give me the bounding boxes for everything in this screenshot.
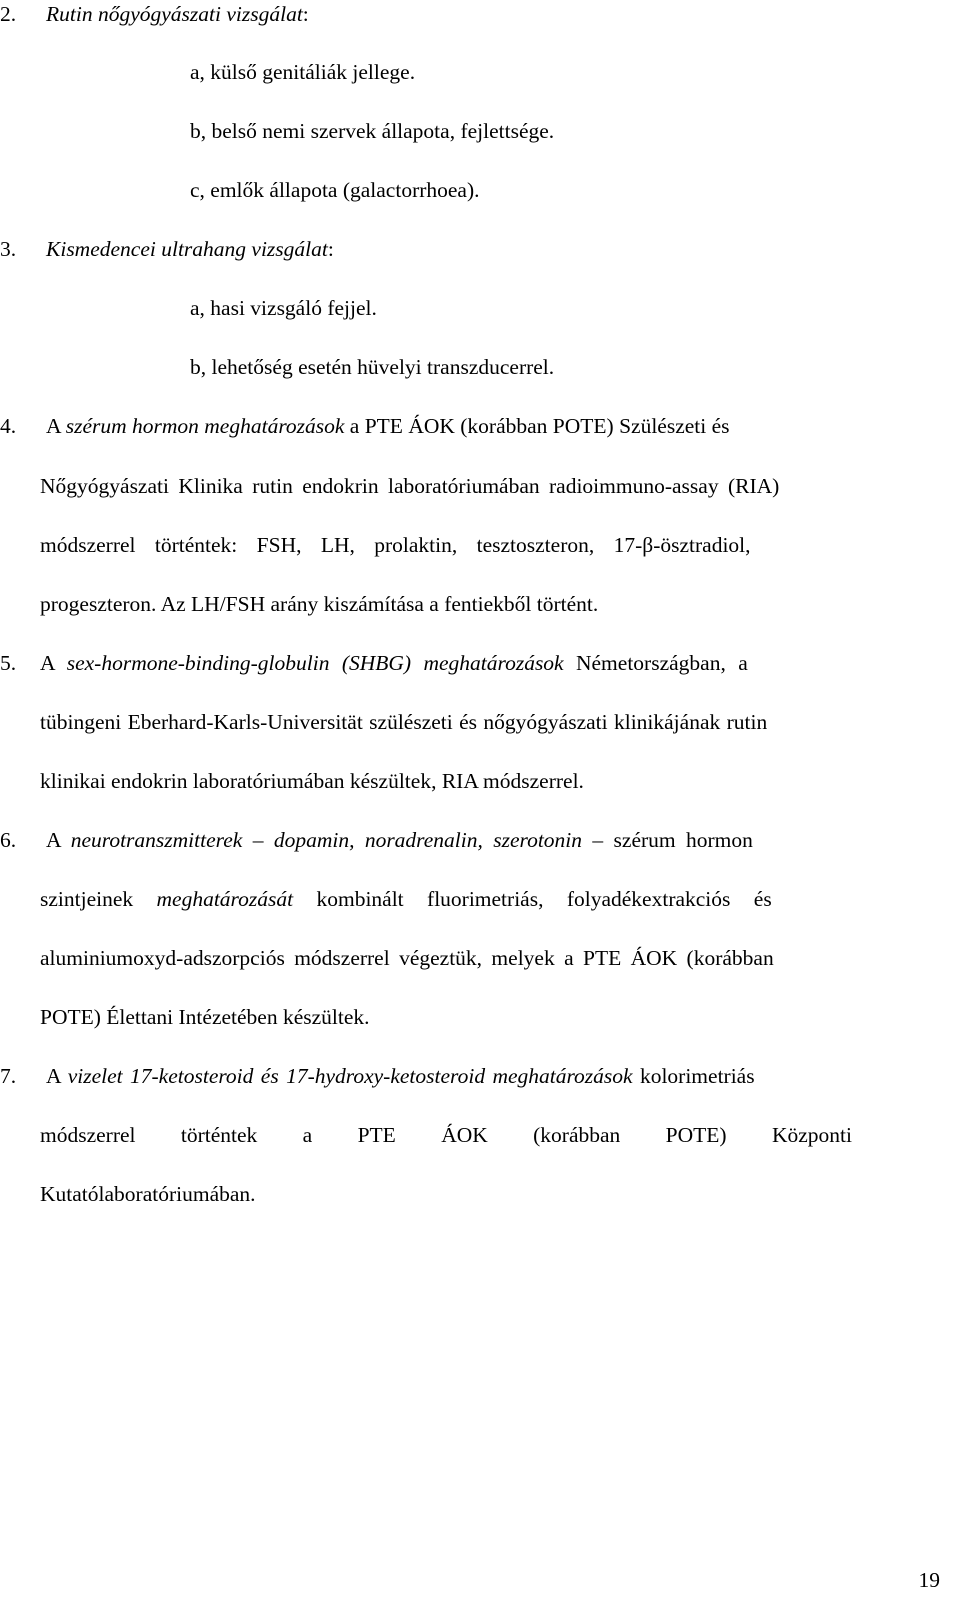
item-7-article: A [46, 1064, 61, 1088]
item-7-line-1 [46, 1062, 936, 1090]
item-5-line-1 [40, 649, 936, 677]
item-5-line-1-rest: Németországban, a [575, 651, 748, 675]
item-7-line-1-rest: kolorimetriás [639, 1064, 755, 1088]
item-7-line-2: módszerrel történtek a PTE ÁOK (korábban POTE) Központi [40, 1123, 852, 1147]
item-7-line-3: Kutatólaboratóriumában. [40, 1182, 256, 1206]
item-7-italic-term: vizelet 17-ketosteroid és 17-hydroxy-ketosteroid meghatározások [67, 1064, 633, 1088]
item-3-sub-a: a, hasi vizsgáló fejjel. [190, 296, 377, 320]
item-2-sub-c: c, emlők állapota (galactorrhoea). [190, 178, 480, 202]
item-6-number: 6. [0, 828, 17, 852]
item-4-line-1-rest: a PTE ÁOK (korábban POTE) Szülészeti és [349, 414, 730, 438]
item-4-number: 4. [0, 414, 17, 438]
item-2-number: 2. [0, 2, 17, 26]
item-4-line-1 [46, 412, 936, 440]
item-4-italic-term: szérum hormon meghatározások [65, 414, 345, 438]
item-6-italic-term: neurotranszmitterek [70, 828, 243, 852]
item-4-article: A [46, 414, 61, 438]
item-4-line-4: progeszteron. Az LH/FSH arány kiszámítása a fentiekből történt. [40, 592, 599, 616]
item-5-italic-term: sex-hormone-binding-globulin (SHBG) meghatározások [66, 651, 564, 675]
item-6-line-2-italic: meghatározását [156, 887, 294, 911]
page-number: 19 [918, 1568, 940, 1592]
item-5-number: 5. [0, 651, 17, 675]
item-3-number: 3. [0, 237, 17, 261]
item-5-line-3: klinikai endokrin laboratóriumában készültek, RIA módszerrel. [40, 769, 584, 793]
item-6-line-1 [46, 826, 936, 854]
item-4-line-2: Nőgyógyászati Klinika rutin endokrin laboratóriumában radioimmuno-assay (RIA) [40, 474, 780, 498]
item-2-colon: : [302, 2, 309, 26]
item-2-sub-a: a, külső genitáliák jellege. [190, 60, 416, 84]
item-6-dash-2: – [592, 828, 604, 852]
item-6-line-2-start: szintjeinek [40, 887, 134, 911]
item-2-sub-b: b, belső nemi szervek állapota, fejlettsége. [190, 119, 555, 143]
item-2-heading [46, 0, 309, 28]
item-5-article: A [40, 651, 55, 675]
item-3-heading [46, 235, 334, 263]
item-6-line-3: aluminiumoxyd-adszorpciós módszerrel végeztük, melyek a PTE ÁOK (korábban [40, 946, 774, 970]
item-6-italic-list: dopamin, noradrenalin, szerotonin [273, 828, 583, 852]
item-3-title: Kismedencei ultrahang vizsgálat [46, 237, 328, 261]
item-4-line-3: módszerrel történtek: FSH, LH, prolaktin, tesztoszteron, 17-β-ösztradiol, [40, 533, 751, 557]
item-6-line-1-rest: szérum hormon [613, 828, 753, 852]
item-6-line-4: POTE) Élettani Intézetében készültek. [40, 1005, 370, 1029]
item-2-title: Rutin nőgyógyászati vizsgálat [46, 2, 303, 26]
item-6-line-2-rest: kombinált fluorimetriás, folyadékextrakciós és [316, 887, 772, 911]
item-5-line-2: tübingeni Eberhard-Karls-Universität szülészeti és nőgyógyászati klinikájának rutin [40, 710, 768, 734]
item-6-article: A [46, 828, 61, 852]
item-6-dash-1: – [252, 828, 264, 852]
item-3-colon: : [327, 237, 334, 261]
item-7-number: 7. [0, 1064, 17, 1088]
item-6-line-2 [40, 885, 936, 913]
item-3-sub-b: b, lehetőség esetén hüvelyi transzducerrel. [190, 355, 555, 379]
